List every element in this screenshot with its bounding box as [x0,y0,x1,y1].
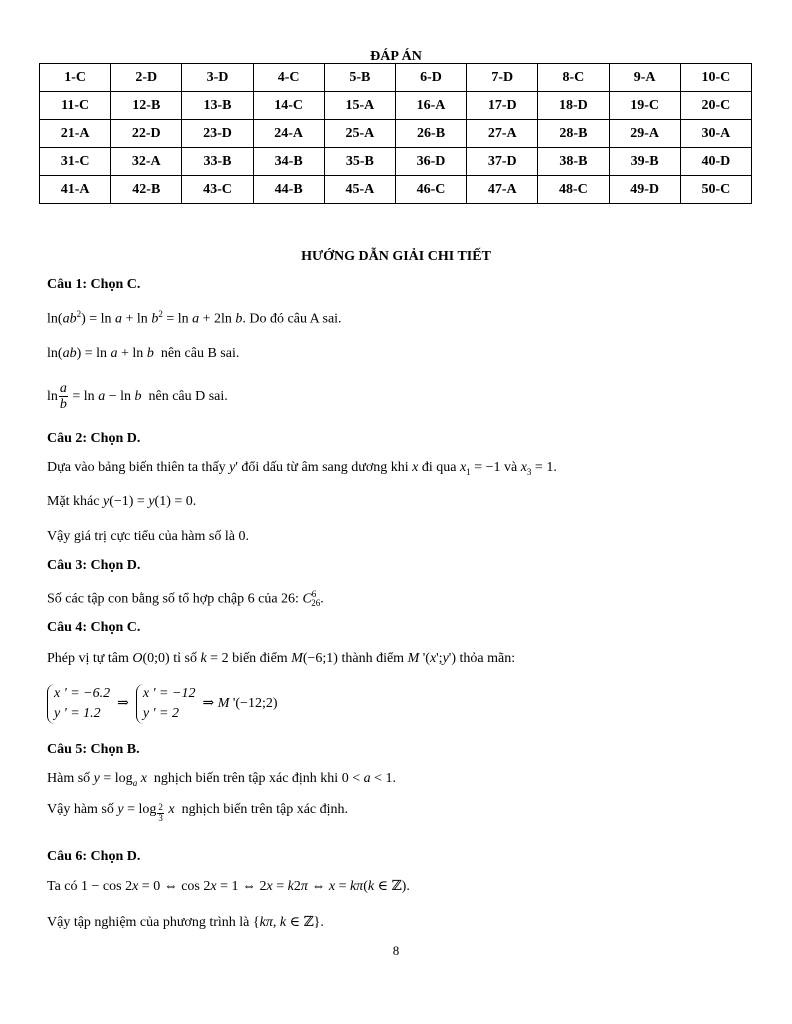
answer-cell: 29-A [609,120,680,148]
answer-cell: 15-A [324,92,395,120]
answer-cell: 11-C [40,92,111,120]
question-5-line-2: Vậy hàm số y = log $\frac{2}{3}$ x nghịch biến trên tập xác định. [47,802,349,823]
answer-cell: 6-D [395,64,466,92]
question-6-line-2: Vậy tập nghiệm của phương trình là {kπ, k ∈ ℤ}. [47,915,324,930]
answer-cell: 13-B [182,92,253,120]
question-3-heading: Câu 3: Chọn D. [47,558,141,573]
answer-cell: 38-B [538,148,609,176]
answer-row [40,176,752,204]
answer-cell: 20-C [680,92,751,120]
answer-cell: 9-A [609,64,680,92]
answer-cell: 12-B [111,92,182,120]
question-1-line-3: ln $\frac{a}{b}$ = ln a − ln b nên câu D sai. [47,381,228,413]
answer-cell: 39-B [609,148,680,176]
answer-cell: 45-A [324,176,395,204]
answer-cell: 31-C [40,148,111,176]
question-3-line-1: Số các tập con bằng số tổ hợp chập 6 của 26: $C^6_{26}$. [47,589,324,609]
question-6-heading: Câu 6: Chọn D. [47,849,141,864]
answer-cell: 21-A [40,120,111,148]
answer-cell: 30-A [680,120,751,148]
answer-cell: 25-A [324,120,395,148]
answer-cell: 36-D [395,148,466,176]
answer-key-title: ĐÁP ÁN [370,49,422,64]
question-4-line-1: Phép vị tự tâm O(0;0) tỉ số k = 2 biến điểm M(−6;1) thành điểm M '(x';y') thỏa mãn: [47,651,516,666]
answer-cell: 23-D [182,120,253,148]
answer-cell: 34-B [253,148,324,176]
answer-cell: 26-B [395,120,466,148]
answer-cell: 49-D [609,176,680,204]
answer-row [40,120,752,148]
answer-cell: 22-D [111,120,182,148]
question-4-system: x ' = −6.2 y ' = 1.2 ⇒ x ' = −12 y ' = 2 ⇒ M '(−12;2) [47,684,278,724]
answer-cell: 2-D [111,64,182,92]
question-1-line-2: ln(ab) = ln a + ln b nên câu B sai. [47,346,240,361]
answer-cell: 33-B [182,148,253,176]
question-2-line-3: Vậy giá trị cực tiểu của hàm số là 0. [47,529,249,544]
answer-cell: 41-A [40,176,111,204]
question-6-line-1: Ta có 1 − cos 2x = 0 ⇔ cos 2x = 1 ⇔ 2x = k2π ⇔ x = kπ(k ∈ ℤ). [47,879,410,894]
answer-cell: 5-B [324,64,395,92]
question-4-heading: Câu 4: Chọn C. [47,620,141,635]
answer-cell: 1-C [40,64,111,92]
answer-cell: 32-A [111,148,182,176]
answer-cell: 8-C [538,64,609,92]
answer-cell: 44-B [253,176,324,204]
answer-cell: 7-D [467,64,538,92]
answer-row [40,64,752,92]
question-1-heading: Câu 1: Chọn C. [47,277,141,292]
answer-cell: 14-C [253,92,324,120]
answer-cell: 40-D [680,148,751,176]
question-5-line-1: Hàm số $y = \log_a x$ nghịch biến trên tập xác định khi 0 < a < 1. [47,771,397,788]
answer-cell: 43-C [182,176,253,204]
answer-cell: 42-B [111,176,182,204]
answer-cell: 28-B [538,120,609,148]
answer-cell: 19-C [609,92,680,120]
answer-cell: 35-B [324,148,395,176]
answer-cell: 27-A [467,120,538,148]
answer-cell: 37-D [467,148,538,176]
answer-row [40,148,752,176]
question-2-heading: Câu 2: Chọn D. [47,431,141,446]
answer-cell: 16-A [395,92,466,120]
page-number: 8 [392,943,400,958]
answer-cell: 50-C [680,176,751,204]
answer-row [40,92,752,120]
question-1-line-1: $\ln(ab^2) = \ln a + \ln b^2 = \ln a + 2\ln$ b. Do đó câu A sai. [47,309,342,327]
answer-cell: 47-A [467,176,538,204]
question-2-line-2: Mặt khác y(−1) = y(1) = 0. [47,494,197,509]
answer-cell: 10-C [680,64,751,92]
answer-cell: 3-D [182,64,253,92]
answer-cell: 24-A [253,120,324,148]
answer-cell: 17-D [467,92,538,120]
section-title: HƯỚNG DẪN GIẢI CHI TIẾT [301,249,491,264]
answer-cell: 48-C [538,176,609,204]
answer-cell: 46-C [395,176,466,204]
answer-cell: 4-C [253,64,324,92]
answer-key-table [39,63,752,204]
answer-cell: 18-D [538,92,609,120]
question-2-line-1: Dựa vào bảng biến thiên ta thấy y' đổi dấu từ âm sang dương khi x đi qua $x_1 = -1$ và $x_3 = 1$. [47,460,557,477]
question-5-heading: Câu 5: Chọn B. [47,742,140,757]
